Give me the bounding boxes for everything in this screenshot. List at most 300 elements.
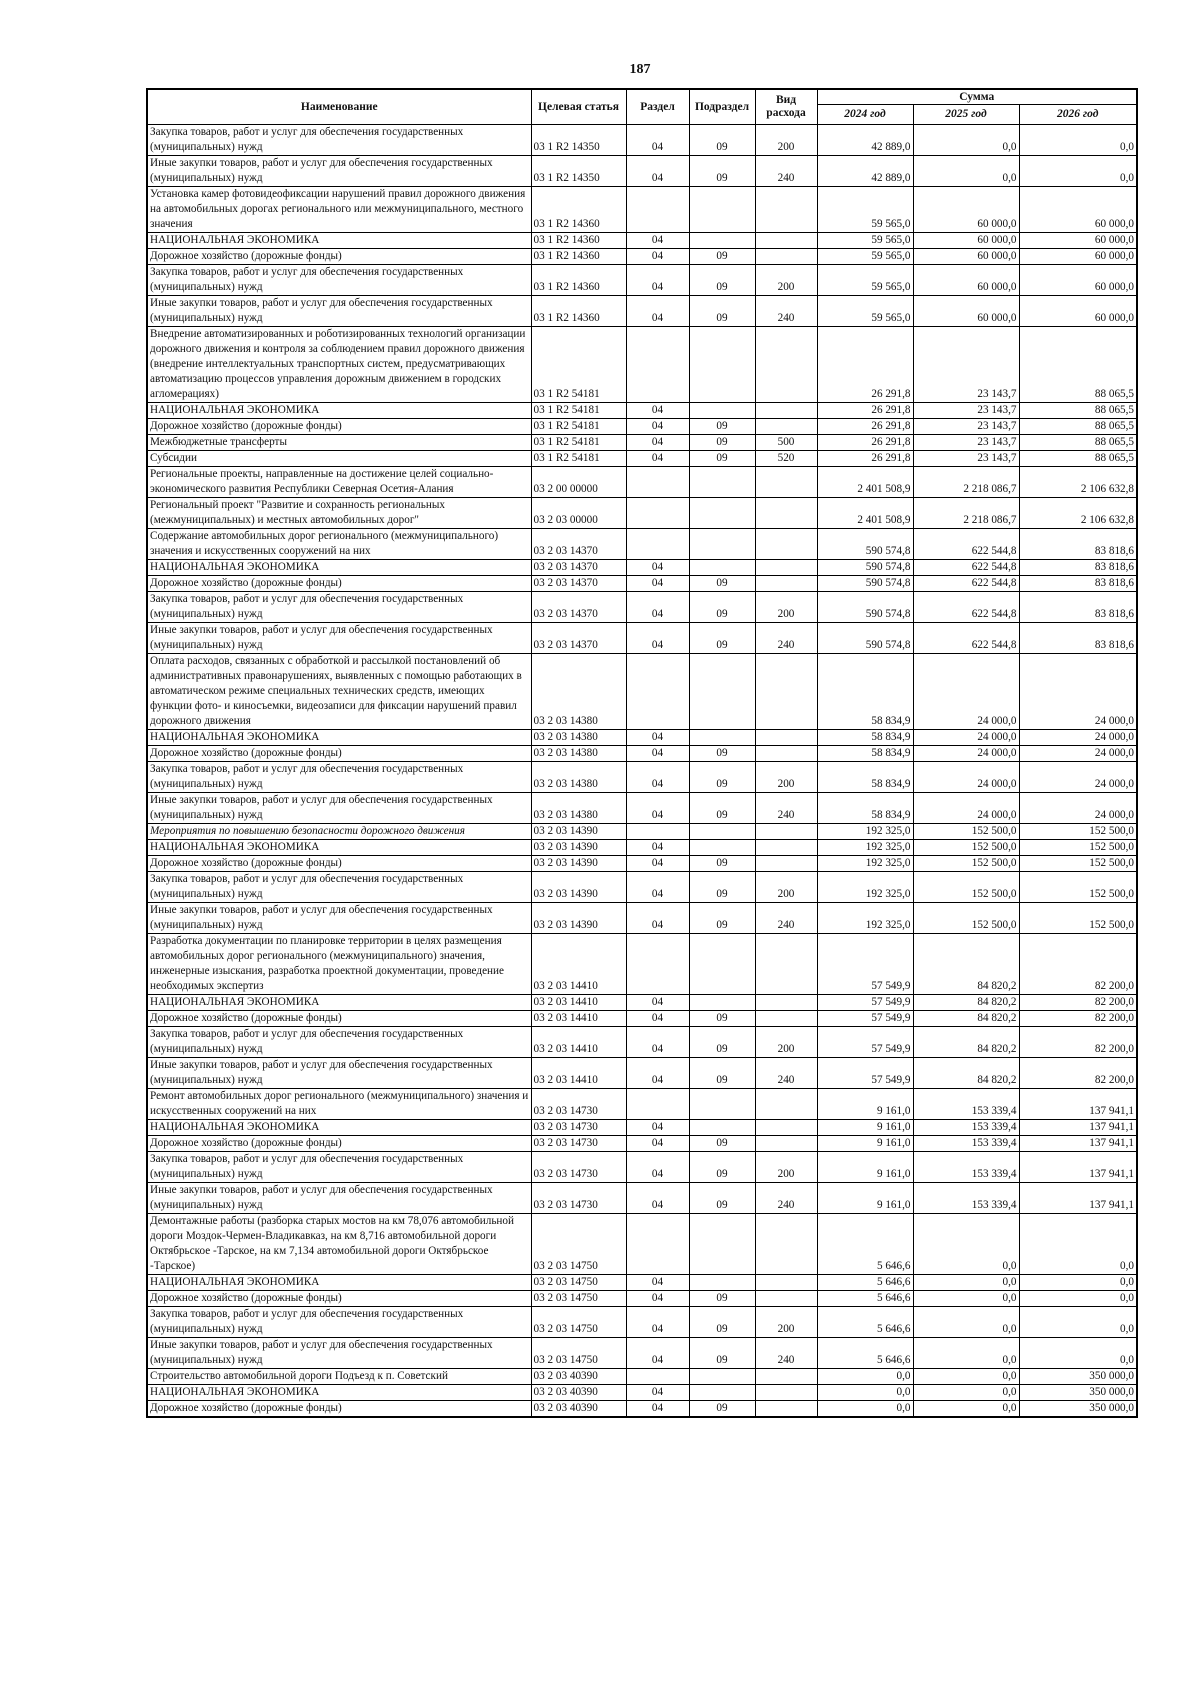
cell-2026: 83 818,6 (1019, 576, 1137, 592)
cell-subsection: 09 (689, 746, 755, 762)
table-row (147, 125, 1137, 156)
cell-2025: 84 820,2 (913, 934, 1019, 995)
cell-expense-type (755, 529, 817, 560)
table-row (147, 265, 1137, 296)
cell-expense-type (755, 1401, 817, 1418)
cell-2024: 57 549,9 (817, 995, 913, 1011)
cell-name: НАЦИОНАЛЬНАЯ ЭКОНОМИКА (147, 403, 531, 419)
cell-target: 03 1 R2 14360 (531, 265, 626, 296)
cell-expense-type (755, 1291, 817, 1307)
cell-2026: 83 818,6 (1019, 623, 1137, 654)
cell-2024: 59 565,0 (817, 249, 913, 265)
cell-2025: 60 000,0 (913, 233, 1019, 249)
cell-section: 04 (626, 296, 689, 327)
cell-target: 03 2 03 14750 (531, 1338, 626, 1369)
cell-2024: 26 291,8 (817, 419, 913, 435)
cell-2025: 24 000,0 (913, 762, 1019, 793)
cell-target: 03 1 R2 14360 (531, 296, 626, 327)
cell-name: НАЦИОНАЛЬНАЯ ЭКОНОМИКА (147, 1385, 531, 1401)
cell-2026: 0,0 (1019, 1214, 1137, 1275)
cell-2026: 82 200,0 (1019, 1058, 1137, 1089)
cell-2026: 0,0 (1019, 1338, 1137, 1369)
cell-name: Демонтажные работы (разборка старых мостов на км 78,076 автомобильной дороги Моздок-Чермен-Владикавказ, на км 8,716 автомобильной дороги Октябрьское -Тарское, на км 7,134 автомобильной дороги Октябрьское -Тарское) (147, 1214, 531, 1275)
cell-name: Содержание автомобильных дорог регионального (межмуниципального) значения и искусственных сооружений на них (147, 529, 531, 560)
cell-expense-type (755, 856, 817, 872)
cell-2025: 24 000,0 (913, 746, 1019, 762)
table-row (147, 1027, 1137, 1058)
cell-target: 03 2 03 14390 (531, 903, 626, 934)
cell-section (626, 187, 689, 233)
cell-target: 03 2 03 14410 (531, 934, 626, 995)
cell-target: 03 1 R2 14350 (531, 125, 626, 156)
cell-section: 04 (626, 1152, 689, 1183)
cell-subsection: 09 (689, 419, 755, 435)
cell-2024: 58 834,9 (817, 654, 913, 730)
cell-2024: 192 325,0 (817, 824, 913, 840)
cell-name: НАЦИОНАЛЬНАЯ ЭКОНОМИКА (147, 560, 531, 576)
cell-2026: 88 065,5 (1019, 327, 1137, 403)
table-row (147, 592, 1137, 623)
cell-2026: 60 000,0 (1019, 265, 1137, 296)
cell-2025: 84 820,2 (913, 1058, 1019, 1089)
cell-section: 04 (626, 451, 689, 467)
cell-2026: 60 000,0 (1019, 187, 1137, 233)
cell-target: 03 2 03 14750 (531, 1214, 626, 1275)
cell-target: 03 2 03 14750 (531, 1275, 626, 1291)
cell-subsection: 09 (689, 156, 755, 187)
cell-name: Иные закупки товаров, работ и услуг для обеспечения государственных (муниципальных) нужд (147, 1338, 531, 1369)
cell-subsection: 09 (689, 1058, 755, 1089)
cell-name: Разработка документации по планировке территории в целях размещения автомобильных дорог регионального (межмуниципального) значения, инженерные изыскания, разработка проектной документации, проведение необходимых экспертиз (147, 934, 531, 995)
cell-expense-type (755, 654, 817, 730)
budget-table (146, 88, 1138, 1418)
cell-2024: 26 291,8 (817, 327, 913, 403)
cell-section (626, 529, 689, 560)
cell-2024: 590 574,8 (817, 592, 913, 623)
cell-section: 04 (626, 840, 689, 856)
cell-2024: 192 325,0 (817, 872, 913, 903)
table-row (147, 1307, 1137, 1338)
cell-target: 03 2 03 14390 (531, 840, 626, 856)
cell-2026: 0,0 (1019, 1291, 1137, 1307)
cell-section: 04 (626, 1401, 689, 1418)
cell-2026: 350 000,0 (1019, 1385, 1137, 1401)
cell-2025: 622 544,8 (913, 623, 1019, 654)
cell-2026: 24 000,0 (1019, 746, 1137, 762)
cell-2026: 2 106 632,8 (1019, 467, 1137, 498)
table-row (147, 296, 1137, 327)
cell-2024: 5 646,6 (817, 1291, 913, 1307)
cell-name: НАЦИОНАЛЬНАЯ ЭКОНОМИКА (147, 1275, 531, 1291)
table-row (147, 1401, 1137, 1418)
cell-section: 04 (626, 125, 689, 156)
cell-section: 04 (626, 856, 689, 872)
cell-subsection: 09 (689, 249, 755, 265)
table-row (147, 746, 1137, 762)
cell-name: НАЦИОНАЛЬНАЯ ЭКОНОМИКА (147, 840, 531, 856)
cell-name: Дорожное хозяйство (дорожные фонды) (147, 1401, 531, 1418)
cell-name: Закупка товаров, работ и услуг для обеспечения государственных (муниципальных) нужд (147, 1027, 531, 1058)
table-row (147, 560, 1137, 576)
cell-2025: 23 143,7 (913, 419, 1019, 435)
cell-name: Закупка товаров, работ и услуг для обеспечения государственных (муниципальных) нужд (147, 592, 531, 623)
cell-expense-type (755, 730, 817, 746)
cell-section (626, 934, 689, 995)
cell-subsection: 09 (689, 856, 755, 872)
cell-2025: 153 339,4 (913, 1183, 1019, 1214)
cell-section (626, 654, 689, 730)
cell-2025: 152 500,0 (913, 872, 1019, 903)
table-row (147, 934, 1137, 995)
cell-target: 03 1 R2 14360 (531, 249, 626, 265)
cell-2024: 9 161,0 (817, 1089, 913, 1120)
cell-2026: 137 941,1 (1019, 1183, 1137, 1214)
cell-2025: 84 820,2 (913, 1027, 1019, 1058)
cell-2025: 24 000,0 (913, 730, 1019, 746)
cell-subsection: 09 (689, 451, 755, 467)
cell-target: 03 2 03 14410 (531, 1058, 626, 1089)
cell-target: 03 2 00 00000 (531, 467, 626, 498)
cell-2024: 5 646,6 (817, 1338, 913, 1369)
cell-expense-type: 200 (755, 1307, 817, 1338)
cell-expense-type (755, 498, 817, 529)
table-row (147, 903, 1137, 934)
cell-target: 03 2 03 14370 (531, 592, 626, 623)
cell-subsection (689, 327, 755, 403)
cell-section: 04 (626, 156, 689, 187)
cell-subsection: 09 (689, 435, 755, 451)
cell-section (626, 1089, 689, 1120)
cell-2025: 60 000,0 (913, 296, 1019, 327)
cell-2024: 59 565,0 (817, 187, 913, 233)
cell-name: Установка камер фотовидеофиксации нарушений правил дорожного движения на автомобильных дорогах регионального или межмуниципального, местного значения (147, 187, 531, 233)
cell-2025: 622 544,8 (913, 576, 1019, 592)
cell-2024: 2 401 508,9 (817, 467, 913, 498)
cell-subsection: 09 (689, 1291, 755, 1307)
cell-2025: 23 143,7 (913, 435, 1019, 451)
cell-expense-type (755, 1214, 817, 1275)
cell-target: 03 2 03 14730 (531, 1136, 626, 1152)
cell-expense-type: 240 (755, 1058, 817, 1089)
cell-2025: 153 339,4 (913, 1089, 1019, 1120)
table-row (147, 824, 1137, 840)
cell-expense-type: 240 (755, 1183, 817, 1214)
cell-2025: 0,0 (913, 1401, 1019, 1418)
cell-2025: 0,0 (913, 1275, 1019, 1291)
cell-2025: 0,0 (913, 156, 1019, 187)
cell-expense-type (755, 1385, 817, 1401)
header-2025: 2025 год (913, 105, 1019, 125)
cell-2026: 24 000,0 (1019, 793, 1137, 824)
cell-subsection: 09 (689, 296, 755, 327)
cell-section: 04 (626, 265, 689, 296)
cell-subsection: 09 (689, 872, 755, 903)
cell-expense-type (755, 1369, 817, 1385)
cell-2024: 9 161,0 (817, 1152, 913, 1183)
cell-section: 04 (626, 1338, 689, 1369)
cell-2026: 82 200,0 (1019, 1027, 1137, 1058)
cell-2025: 84 820,2 (913, 995, 1019, 1011)
cell-name: Закупка товаров, работ и услуг для обеспечения государственных (муниципальных) нужд (147, 265, 531, 296)
cell-subsection: 09 (689, 1307, 755, 1338)
header-sum: Сумма (817, 89, 1137, 105)
cell-2025: 153 339,4 (913, 1152, 1019, 1183)
cell-2024: 42 889,0 (817, 125, 913, 156)
cell-target: 03 2 03 14380 (531, 746, 626, 762)
cell-2024: 590 574,8 (817, 529, 913, 560)
cell-name: Дорожное хозяйство (дорожные фонды) (147, 1291, 531, 1307)
cell-name: Иные закупки товаров, работ и услуг для обеспечения государственных (муниципальных) нужд (147, 903, 531, 934)
table-row (147, 1338, 1137, 1369)
cell-subsection: 09 (689, 1136, 755, 1152)
table-row (147, 529, 1137, 560)
cell-name: Иные закупки товаров, работ и услуг для обеспечения государственных (муниципальных) нужд (147, 793, 531, 824)
cell-target: 03 2 03 14730 (531, 1152, 626, 1183)
cell-2024: 57 549,9 (817, 1011, 913, 1027)
cell-target: 03 2 03 14390 (531, 824, 626, 840)
cell-target: 03 2 03 14390 (531, 856, 626, 872)
table-row (147, 187, 1137, 233)
cell-name: Дорожное хозяйство (дорожные фонды) (147, 856, 531, 872)
cell-2025: 153 339,4 (913, 1120, 1019, 1136)
cell-target: 03 2 03 14380 (531, 793, 626, 824)
cell-name: Ремонт автомобильных дорог регионального (межмуниципального) значения и искусственных сооружений на них (147, 1089, 531, 1120)
cell-subsection (689, 995, 755, 1011)
cell-2026: 24 000,0 (1019, 730, 1137, 746)
page-number: 187 (629, 62, 651, 77)
cell-subsection (689, 529, 755, 560)
cell-2024: 58 834,9 (817, 793, 913, 824)
cell-name: Закупка товаров, работ и услуг для обеспечения государственных (муниципальных) нужд (147, 762, 531, 793)
cell-target: 03 2 03 14730 (531, 1089, 626, 1120)
cell-2024: 9 161,0 (817, 1136, 913, 1152)
cell-name: Иные закупки товаров, работ и услуг для обеспечения государственных (муниципальных) нужд (147, 1058, 531, 1089)
cell-expense-type: 200 (755, 265, 817, 296)
cell-2026: 0,0 (1019, 1275, 1137, 1291)
cell-2026: 24 000,0 (1019, 762, 1137, 793)
cell-subsection (689, 840, 755, 856)
cell-2026: 152 500,0 (1019, 903, 1137, 934)
cell-target: 03 1 R2 54181 (531, 419, 626, 435)
cell-2026: 152 500,0 (1019, 840, 1137, 856)
cell-name: Иные закупки товаров, работ и услуг для обеспечения государственных (муниципальных) нужд (147, 623, 531, 654)
cell-2024: 5 646,6 (817, 1214, 913, 1275)
table-row (147, 1214, 1137, 1275)
cell-subsection: 09 (689, 1338, 755, 1369)
cell-expense-type (755, 1136, 817, 1152)
cell-2024: 192 325,0 (817, 903, 913, 934)
cell-section: 04 (626, 730, 689, 746)
cell-name: Мероприятия по повышению безопасности дорожного движения (147, 824, 531, 840)
cell-2026: 88 065,5 (1019, 419, 1137, 435)
table-row (147, 1183, 1137, 1214)
cell-section (626, 1214, 689, 1275)
cell-target: 03 2 03 14370 (531, 560, 626, 576)
cell-2026: 88 065,5 (1019, 451, 1137, 467)
cell-2024: 59 565,0 (817, 296, 913, 327)
cell-section: 04 (626, 1011, 689, 1027)
cell-expense-type (755, 1089, 817, 1120)
cell-2024: 58 834,9 (817, 730, 913, 746)
cell-subsection: 09 (689, 762, 755, 793)
cell-2024: 5 646,6 (817, 1275, 913, 1291)
cell-subsection (689, 233, 755, 249)
cell-target: 03 2 03 14730 (531, 1120, 626, 1136)
cell-2025: 60 000,0 (913, 187, 1019, 233)
cell-subsection (689, 824, 755, 840)
cell-expense-type (755, 1011, 817, 1027)
cell-section: 04 (626, 1307, 689, 1338)
cell-2024: 2 401 508,9 (817, 498, 913, 529)
cell-2024: 0,0 (817, 1369, 913, 1385)
cell-expense-type (755, 934, 817, 995)
cell-2026: 88 065,5 (1019, 435, 1137, 451)
table-row (147, 156, 1137, 187)
cell-section: 04 (626, 1027, 689, 1058)
cell-2024: 9 161,0 (817, 1120, 913, 1136)
cell-target: 03 1 R2 14360 (531, 187, 626, 233)
table-row (147, 654, 1137, 730)
cell-name: Иные закупки товаров, работ и услуг для обеспечения государственных (муниципальных) нужд (147, 156, 531, 187)
cell-section: 04 (626, 623, 689, 654)
cell-target: 03 2 03 14390 (531, 872, 626, 903)
cell-2024: 59 565,0 (817, 233, 913, 249)
cell-subsection (689, 403, 755, 419)
table-row (147, 856, 1137, 872)
cell-section: 04 (626, 995, 689, 1011)
cell-subsection (689, 1089, 755, 1120)
cell-section: 04 (626, 435, 689, 451)
cell-target: 03 2 03 00000 (531, 498, 626, 529)
table-row (147, 1275, 1137, 1291)
cell-2026: 82 200,0 (1019, 995, 1137, 1011)
cell-2026: 82 200,0 (1019, 934, 1137, 995)
cell-section (626, 1369, 689, 1385)
cell-name: Иные закупки товаров, работ и услуг для обеспечения государственных (муниципальных) нужд (147, 296, 531, 327)
cell-2025: 60 000,0 (913, 249, 1019, 265)
cell-section: 04 (626, 762, 689, 793)
cell-target: 03 2 03 40390 (531, 1401, 626, 1418)
cell-2026: 83 818,6 (1019, 560, 1137, 576)
cell-2026: 350 000,0 (1019, 1369, 1137, 1385)
cell-2025: 153 339,4 (913, 1136, 1019, 1152)
cell-target: 03 1 R2 54181 (531, 451, 626, 467)
cell-expense-type: 200 (755, 762, 817, 793)
cell-expense-type (755, 403, 817, 419)
cell-2026: 82 200,0 (1019, 1011, 1137, 1027)
cell-subsection (689, 467, 755, 498)
cell-2025: 152 500,0 (913, 856, 1019, 872)
table-row (147, 1058, 1137, 1089)
cell-2026: 137 941,1 (1019, 1136, 1137, 1152)
cell-expense-type (755, 840, 817, 856)
table-row (147, 451, 1137, 467)
cell-name: Иные закупки товаров, работ и услуг для обеспечения государственных (муниципальных) нужд (147, 1183, 531, 1214)
cell-section: 04 (626, 576, 689, 592)
cell-2024: 26 291,8 (817, 451, 913, 467)
cell-target: 03 1 R2 14360 (531, 233, 626, 249)
cell-subsection: 09 (689, 1152, 755, 1183)
cell-subsection (689, 498, 755, 529)
table-row (147, 872, 1137, 903)
cell-name: Закупка товаров, работ и услуг для обеспечения государственных (муниципальных) нужд (147, 872, 531, 903)
cell-2026: 60 000,0 (1019, 249, 1137, 265)
cell-2026: 0,0 (1019, 1307, 1137, 1338)
cell-section: 04 (626, 872, 689, 903)
table-row (147, 1120, 1137, 1136)
cell-2024: 590 574,8 (817, 576, 913, 592)
table-row (147, 249, 1137, 265)
cell-target: 03 2 03 14750 (531, 1291, 626, 1307)
cell-section: 04 (626, 1291, 689, 1307)
cell-expense-type: 240 (755, 156, 817, 187)
cell-2025: 152 500,0 (913, 903, 1019, 934)
cell-target: 03 2 03 14410 (531, 995, 626, 1011)
cell-subsection (689, 1275, 755, 1291)
cell-expense-type (755, 824, 817, 840)
cell-subsection: 09 (689, 623, 755, 654)
cell-subsection: 09 (689, 592, 755, 623)
header-2026: 2026 год (1019, 105, 1137, 125)
cell-expense-type: 500 (755, 435, 817, 451)
cell-name: Региональный проект "Развитие и сохранность региональных (межмуниципальных) и местных автомобильных дорог" (147, 498, 531, 529)
cell-name: НАЦИОНАЛЬНАЯ ЭКОНОМИКА (147, 1120, 531, 1136)
cell-target: 03 2 03 14380 (531, 654, 626, 730)
table-row (147, 1291, 1137, 1307)
cell-2025: 0,0 (913, 125, 1019, 156)
header-section: Раздел (626, 89, 689, 125)
cell-expense-type (755, 467, 817, 498)
cell-subsection (689, 560, 755, 576)
table-row (147, 623, 1137, 654)
cell-section: 04 (626, 233, 689, 249)
cell-subsection: 09 (689, 1011, 755, 1027)
table-row (147, 1369, 1137, 1385)
cell-name: Дорожное хозяйство (дорожные фонды) (147, 1136, 531, 1152)
cell-2026: 152 500,0 (1019, 872, 1137, 903)
cell-expense-type: 240 (755, 1338, 817, 1369)
cell-2024: 590 574,8 (817, 560, 913, 576)
cell-section: 04 (626, 249, 689, 265)
cell-section: 04 (626, 746, 689, 762)
table-row (147, 233, 1137, 249)
cell-subsection: 09 (689, 1401, 755, 1418)
cell-section: 04 (626, 1275, 689, 1291)
cell-2025: 24 000,0 (913, 793, 1019, 824)
table-row (147, 1385, 1137, 1401)
cell-2025: 0,0 (913, 1214, 1019, 1275)
cell-2025: 84 820,2 (913, 1011, 1019, 1027)
cell-section: 04 (626, 903, 689, 934)
cell-name: Закупка товаров, работ и услуг для обеспечения государственных (муниципальных) нужд (147, 125, 531, 156)
cell-2024: 0,0 (817, 1401, 913, 1418)
cell-2025: 23 143,7 (913, 451, 1019, 467)
cell-subsection: 09 (689, 1183, 755, 1214)
cell-section (626, 467, 689, 498)
cell-expense-type (755, 419, 817, 435)
table-row (147, 1136, 1137, 1152)
cell-expense-type: 240 (755, 793, 817, 824)
cell-2026: 0,0 (1019, 156, 1137, 187)
cell-name: Оплата расходов, связанных с обработкой и рассылкой постановлений об административных правонарушениях, выявленных с помощью работающих в автоматическом режиме специальных технических средств, имеющих функции фото- и киносъемки, видеозаписи для фиксации нарушений правил дорожного движения (147, 654, 531, 730)
cell-2025: 2 218 086,7 (913, 498, 1019, 529)
cell-name: Закупка товаров, работ и услуг для обеспечения государственных (муниципальных) нужд (147, 1307, 531, 1338)
table-row (147, 995, 1137, 1011)
cell-2024: 26 291,8 (817, 435, 913, 451)
cell-target: 03 1 R2 14350 (531, 156, 626, 187)
table-row (147, 467, 1137, 498)
cell-expense-type (755, 1275, 817, 1291)
